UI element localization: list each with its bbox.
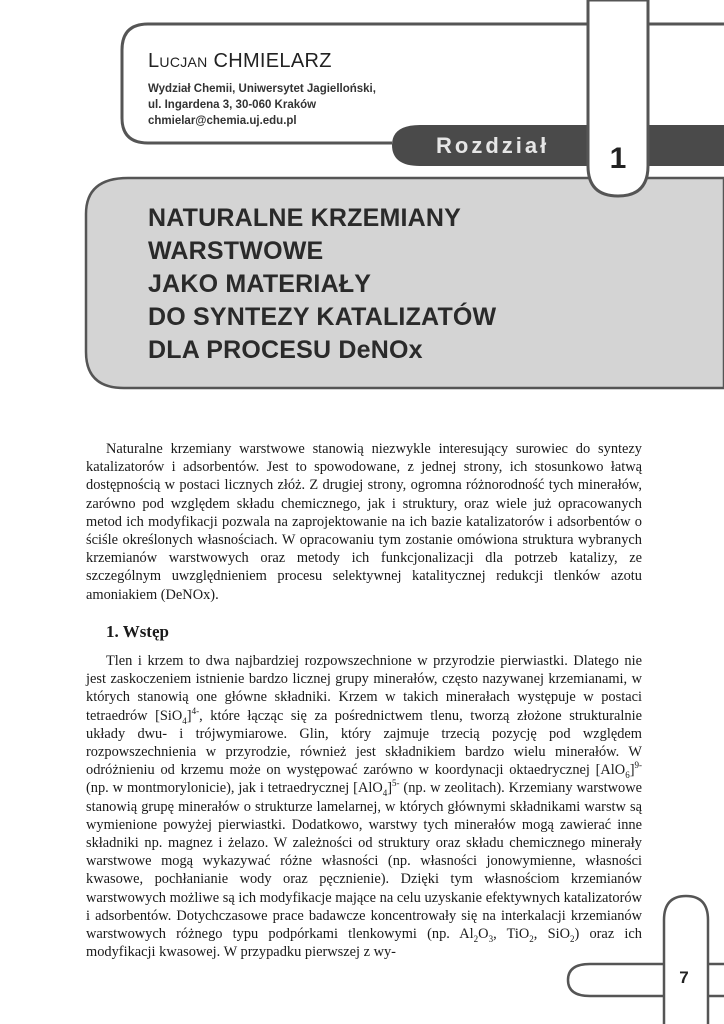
formula-al2o3: $Al_2O_3$	[459, 926, 494, 944]
author-email: chmielar@chemia.uj.edu.pl	[148, 115, 297, 127]
text-run: (np. w montmorylonicie), jak i tetraedrycznej	[86, 780, 354, 797]
text-run: Tlen i krzem to dwa najbardziej rozpowszechnione w przyrodzie pierwiastki. Dlatego nie jest zaskoczeniem istnienie bardzo licznej grupy minerałów, często nazywanej krzemianami, w których stanowią one główne składniki. Krzem w takich minerałach występuje w postaci tetraedrów	[86, 653, 642, 724]
formula-sio2: , SiO$_2$	[533, 926, 575, 944]
formula-tio2: , TiO$_2$	[493, 926, 534, 944]
formula-alo4: $[AlO_4]^{5-}$	[353, 778, 400, 799]
chapter-label: Rozdział	[436, 133, 550, 158]
formula-alo6: $[AlO_6]^{9-}$	[595, 760, 642, 781]
affiliation-line: ul. Ingardena 3, 30-060 Kraków	[148, 99, 317, 111]
text-run: , które łącząc się za pośrednictwem tlenu, tworzą złożone strukturalnie układy dwu- i trójwymiarowe. Glin, który zajmuje trzecią pozycję pod względem rozpowszechnienia w przyrodzie, również jest składnikiem bardzo wielu minerałów. W odróżnieniu od krzemu może on występować zarówno w koordynacji oktaedrycznej	[86, 707, 643, 779]
chapter-number: 1	[609, 142, 627, 175]
title-line: JAKO MATERIAŁY	[148, 270, 372, 298]
title-line: NATURALNE KRZEMIANY	[148, 204, 462, 232]
intro-paragraph	[86, 652, 642, 961]
section-heading: 1. Wstęp	[106, 622, 169, 641]
author-last-name: CHMIELARZ	[213, 50, 332, 72]
text-run: (np. w zeolitach). Krzemiany warstwowe stanowią grupę minerałów o strukturze lamelarnej, w których głównymi składnikami warstw są wymienione powyżej pierwiastki. Dodatkowo, warstwy tych minerałów mogą zawierać inne składniki np. magnez i żelazo. W zależności od struktury oraz składu chemicznego minerały warstwowe mogą wykazywać różne własności (np. własności jonowymienne, własności kwasowe, pochłanianie wody oraz pęcznienie). Dzięki tym własnościom krzemianów warstwowych możliwe są ich modyfikacje mające na celu uzyskanie efektywnych katalizatorów i adsorbentów. Dotychczasowe prace badawcze koncentrowały się na interkalacji krzemianów warstwowych różnego typu podpórkami tlenkowymi (np.	[86, 780, 642, 943]
affiliation	[148, 81, 376, 129]
author-name	[148, 50, 376, 73]
title-line: DLA PROCESU DeNOx	[148, 336, 423, 364]
abstract-paragraph: Naturalne krzemiany warstwowe stanowią niezwykle interesujący surowiec do syntezy katalizatorów i adsorbentów. Jest to spowodowane, z jednej strony, ich stosunkowo łatwą dostępnością w postaci licznych złóż. Z drugiej strony, ogromna różnorodność tych minerałów, zarówno pod względem składu chemicznego, jak i struktury, oraz wiele już opracowanych metod ich modyfikacji pozwala na zaprojektowanie na ich bazie katalizatorów i adsorbentów o ściśle określonych własnościach. W opracowaniu tym zostanie omówiona struktura wybranych krzemianów warstwowych oraz metody ich funkcjonalizacji dla potrzeb katalizy, ze szczególnym uwzględnieniem procesu selektywnej katalitycznej redukcji tlenków azotu amoniakiem (DeNOx).	[86, 441, 642, 603]
author-block	[148, 50, 376, 129]
title-line: DO SYNTEZY KATALIZATÓW	[148, 303, 497, 331]
text-run: ) oraz ich modyfikacji kwasowej. W przypadku pierwszej z wy-	[86, 926, 642, 961]
page-number: 7	[679, 968, 689, 987]
affiliation-line: Wydział Chemii, Uniwersytet Jagielloński,	[148, 83, 376, 95]
formula-sio4: $[SiO_4]^{4-}$	[155, 705, 200, 726]
chapter-title	[148, 202, 496, 367]
page-number-capsule	[664, 896, 708, 1024]
author-first-name: Lucjan	[148, 50, 208, 72]
title-line: WARSTWOWE	[148, 237, 324, 265]
